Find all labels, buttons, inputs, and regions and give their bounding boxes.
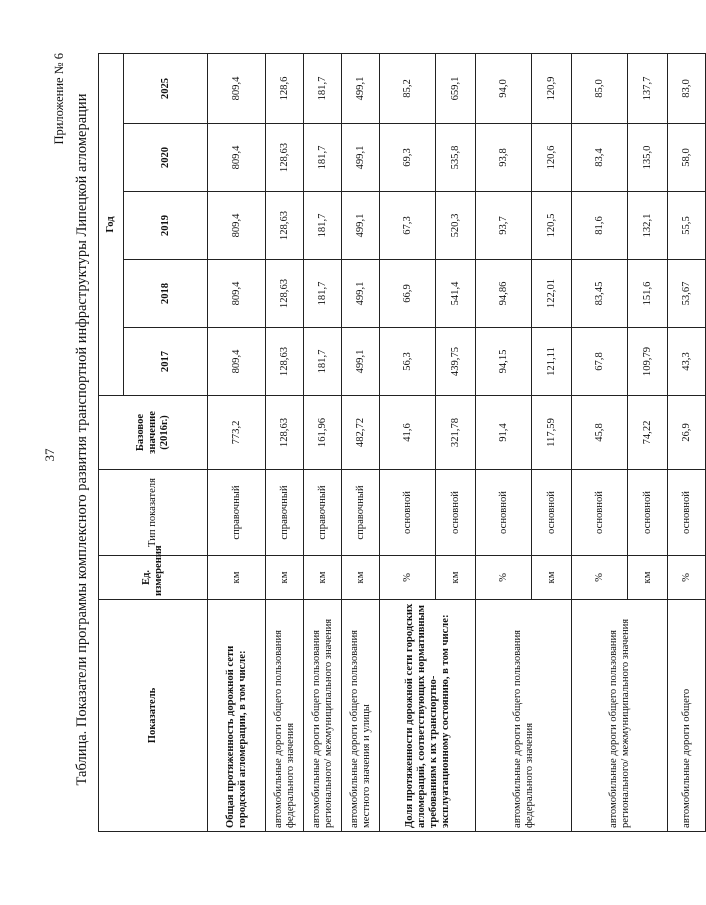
year-value-cell: 128,63 <box>266 328 304 396</box>
indicator-cell: автомобильные дороги общего пользования федерального значения <box>266 600 304 832</box>
year-value-cell: 85,0 <box>572 53 628 123</box>
year-value-cell: 83,0 <box>668 53 706 123</box>
year-value-cell: 94,86 <box>476 260 532 328</box>
indicator-cell: Доля протяженности дорожной сети городских агломераций, соответствующих нормативным требованиям к их транспортно-эксплуатационному состоянию, в том числе: <box>380 600 476 832</box>
base-value-cell: 74,22 <box>628 396 668 470</box>
year-value-cell: 181,7 <box>304 124 342 192</box>
base-value-cell: 45,8 <box>572 396 628 470</box>
year-value-cell: 120,5 <box>532 192 572 260</box>
table-row <box>380 53 436 831</box>
unit-cell: % <box>380 556 436 600</box>
type-cell: основной <box>572 470 628 556</box>
base-value-cell: 161,96 <box>304 396 342 470</box>
year-value-cell: 809,4 <box>208 260 266 328</box>
year-value-cell: 128,6 <box>266 53 304 123</box>
table-row <box>668 53 706 831</box>
year-value-cell: 122,01 <box>532 260 572 328</box>
unit-cell: км <box>342 556 380 600</box>
indicator-cell: Общая протяженность дорожной сети городской агломерации, в том числе: <box>208 600 266 832</box>
unit-cell: км <box>436 556 476 600</box>
year-value-cell: 128,63 <box>266 124 304 192</box>
year-value-cell: 809,4 <box>208 192 266 260</box>
indicator-cell: автомобильные дороги общего пользования регионального/ межмуниципального значения <box>304 600 342 832</box>
year-value-cell: 81,6 <box>572 192 628 260</box>
year-value-cell: 809,4 <box>208 328 266 396</box>
year-value-cell: 120,6 <box>532 124 572 192</box>
year-value-cell: 94,15 <box>476 328 532 396</box>
table-row <box>304 53 342 831</box>
header-year-group: Год <box>99 53 124 395</box>
year-value-cell: 541,4 <box>436 260 476 328</box>
page-number: 37 <box>42 448 57 462</box>
type-cell: справочный <box>208 470 266 556</box>
type-cell: справочный <box>266 470 304 556</box>
year-value-cell: 128,63 <box>266 260 304 328</box>
year-value-cell: 53,67 <box>668 260 706 328</box>
header-indicator: Показатель <box>99 600 208 832</box>
table-row <box>476 53 532 831</box>
year-value-cell: 499,1 <box>342 260 380 328</box>
type-cell: основной <box>476 470 532 556</box>
header-unit: Ед. измерения <box>99 556 208 600</box>
year-value-cell: 135,0 <box>628 124 668 192</box>
header-year: 2020 <box>124 124 208 192</box>
appendix-label: Приложение № 6 <box>52 53 66 145</box>
base-value-cell: 321,78 <box>436 396 476 470</box>
year-value-cell: 93,7 <box>476 192 532 260</box>
year-value-cell: 55,5 <box>668 192 706 260</box>
year-value-cell: 499,1 <box>342 53 380 123</box>
year-value-cell: 121,11 <box>532 328 572 396</box>
year-value-cell: 120,9 <box>532 53 572 123</box>
year-value-cell: 85,2 <box>380 53 436 123</box>
year-value-cell: 56,3 <box>380 328 436 396</box>
base-value-cell: 41,6 <box>380 396 436 470</box>
year-value-cell: 128,63 <box>266 192 304 260</box>
base-value-cell: 26,9 <box>668 396 706 470</box>
unit-cell: % <box>668 556 706 600</box>
year-value-cell: 499,1 <box>342 328 380 396</box>
base-value-cell: 128,63 <box>266 396 304 470</box>
year-value-cell: 439,75 <box>436 328 476 396</box>
year-value-cell: 151,6 <box>628 260 668 328</box>
year-value-cell: 809,4 <box>208 124 266 192</box>
unit-cell: км <box>266 556 304 600</box>
unit-cell: км <box>628 556 668 600</box>
unit-cell: км <box>304 556 342 600</box>
unit-cell: км <box>532 556 572 600</box>
year-value-cell: 520,3 <box>436 192 476 260</box>
table-row <box>208 53 266 831</box>
year-value-cell: 67,3 <box>380 192 436 260</box>
indicator-cell: автомобильные дороги общего пользования местного значения и улицы <box>342 600 380 832</box>
type-cell: основной <box>532 470 572 556</box>
table-body <box>208 53 706 831</box>
year-value-cell: 43,3 <box>668 328 706 396</box>
year-value-cell: 58,0 <box>668 124 706 192</box>
type-cell: основной <box>668 470 706 556</box>
base-value-cell: 482,72 <box>342 396 380 470</box>
table-caption: Таблица. Показатели программы комплексного развития транспортной инфраструктуры Липецкой агломерации <box>74 93 90 786</box>
year-value-cell: 809,4 <box>208 53 266 123</box>
year-value-cell: 181,7 <box>304 53 342 123</box>
indicator-cell: автомобильные дороги общего пользования регионального/ межмуниципального значения <box>572 600 668 832</box>
unit-cell: % <box>476 556 532 600</box>
unit-cell: % <box>572 556 628 600</box>
year-value-cell: 181,7 <box>304 192 342 260</box>
header-type: Тип показателя <box>99 470 208 556</box>
year-value-cell: 66,9 <box>380 260 436 328</box>
year-value-cell: 67,8 <box>572 328 628 396</box>
year-value-cell: 109,79 <box>628 328 668 396</box>
rotated-page-content <box>52 47 692 832</box>
header-year: 2019 <box>124 192 208 260</box>
year-value-cell: 94,0 <box>476 53 532 123</box>
type-cell: основной <box>628 470 668 556</box>
year-value-cell: 535,8 <box>436 124 476 192</box>
base-value-cell: 91,4 <box>476 396 532 470</box>
type-cell: справочный <box>342 470 380 556</box>
year-value-cell: 181,7 <box>304 328 342 396</box>
unit-cell: км <box>208 556 266 600</box>
year-value-cell: 83,45 <box>572 260 628 328</box>
year-value-cell: 132,1 <box>628 192 668 260</box>
year-value-cell: 83,4 <box>572 124 628 192</box>
year-value-cell: 499,1 <box>342 124 380 192</box>
indicators-table <box>98 53 706 832</box>
indicator-cell: автомобильные дороги общего <box>668 600 706 832</box>
type-cell: основной <box>436 470 476 556</box>
header-year: 2018 <box>124 260 208 328</box>
table-row <box>572 53 628 831</box>
header-base: Базовое значение (2016г.) <box>99 396 208 470</box>
year-value-cell: 181,7 <box>304 260 342 328</box>
header-year: 2017 <box>124 328 208 396</box>
year-value-cell: 499,1 <box>342 192 380 260</box>
header-year: 2025 <box>124 53 208 123</box>
year-value-cell: 659,1 <box>436 53 476 123</box>
indicator-cell: автомобильные дороги общего пользования федерального значения <box>476 600 572 832</box>
year-value-cell: 69,3 <box>380 124 436 192</box>
type-cell: справочный <box>304 470 342 556</box>
base-value-cell: 773,2 <box>208 396 266 470</box>
year-value-cell: 137,7 <box>628 53 668 123</box>
type-cell: основной <box>380 470 436 556</box>
base-value-cell: 117,59 <box>532 396 572 470</box>
year-value-cell: 93,8 <box>476 124 532 192</box>
table-row <box>266 53 304 831</box>
table-row <box>342 53 380 831</box>
